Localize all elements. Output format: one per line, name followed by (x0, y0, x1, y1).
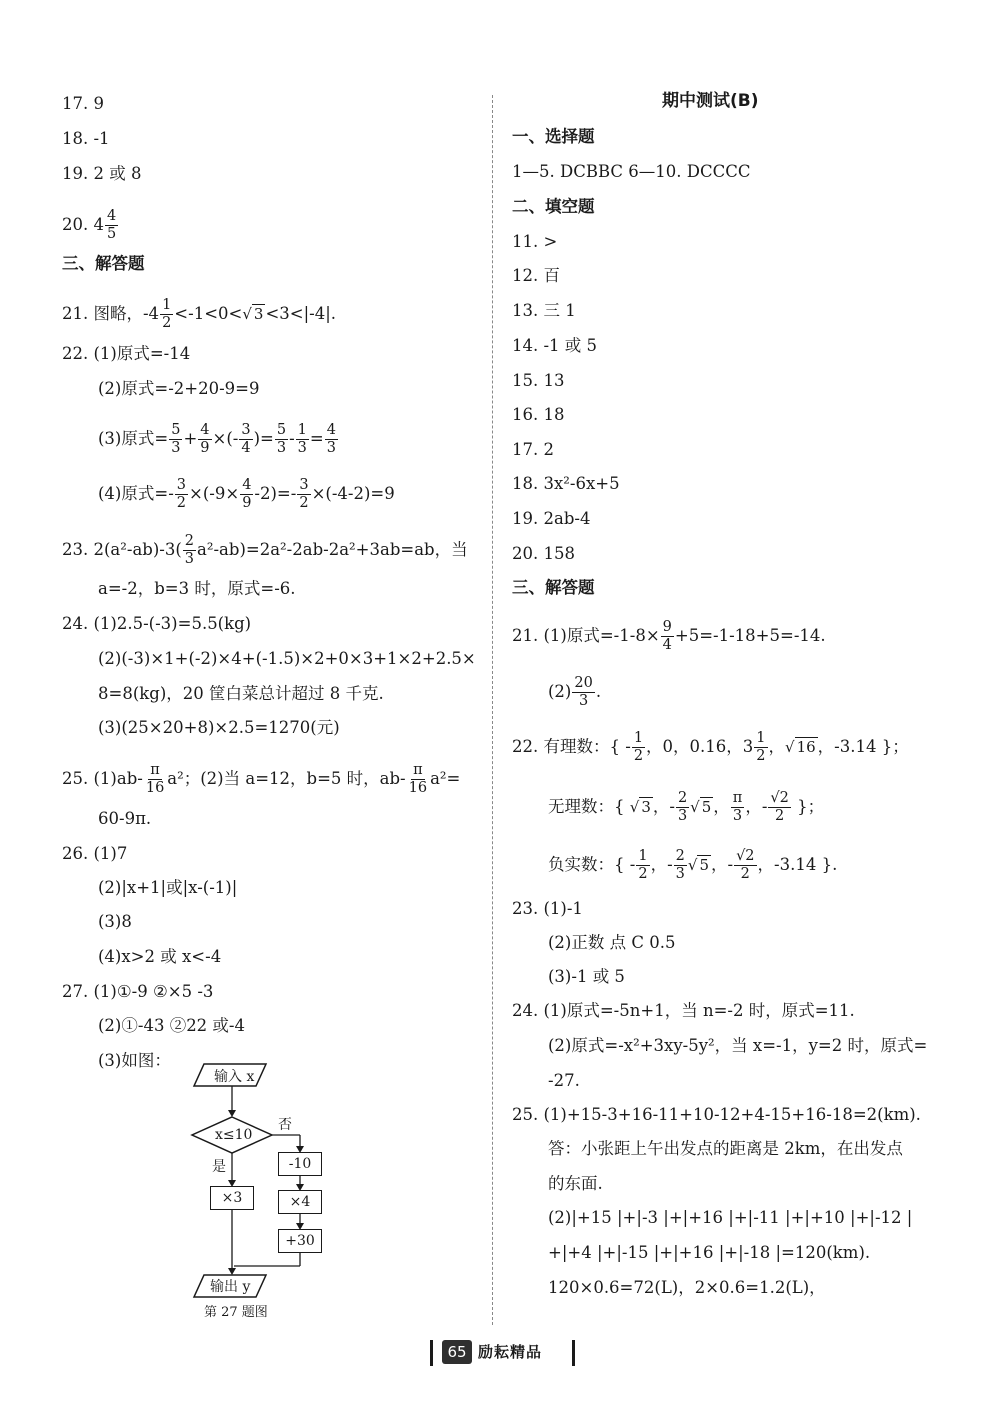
answer-26-3: (3)8 (98, 912, 132, 931)
flow-times-3: ×3 (210, 1186, 254, 1210)
answer-22-3: (3)原式= $\frac{5}{3}$ + $\frac{4}{9}$ ×(- $\frac{3}{4}$ )= $\frac{5}{3}$ - $\frac{1}{3}$ = $\frac{4}{3}$ (98, 422, 336, 456)
flow-plus-30: +30 (278, 1229, 322, 1253)
answer-22-4: (4)原式=- $\frac{3}{2}$ ×(-9× $\frac{4}{9}$ -2)=- $\frac{3}{2}$ ×(-4-2)=9 (98, 477, 395, 511)
answer-r17: 17. 2 (512, 440, 554, 459)
answer-r21-1: 21. (1)原式=-1-8× $\frac{9}{4}$ +5=-1-18+5=-14. (512, 619, 826, 653)
answer-19: 19. 2 或 8 (62, 164, 142, 183)
answer-27-2: (2)①-43 ②22 或-4 (98, 1016, 246, 1035)
answer-r24-3: -27. (548, 1071, 580, 1090)
section-heading-fill: 二、填空题 (512, 197, 595, 216)
answer-r20: 20. 158 (512, 544, 575, 563)
answer-21: 21. 图略，-4 $\frac{1}{2}$ <-1<0<√ 3 <3<|-4|. (62, 297, 337, 331)
answer-r23-3: (3)-1 或 5 (548, 967, 625, 986)
answer-r23-2: (2)正数 点 C 0.5 (548, 933, 676, 952)
flow-times-4: ×4 (278, 1190, 322, 1214)
answer-r16: 16. 18 (512, 405, 565, 424)
answer-27-1: 27. (1)①-9 ②×5 -3 (62, 982, 214, 1001)
answer-17: 17. 9 (62, 94, 104, 113)
answer-18: 18. -1 (62, 129, 110, 148)
answer-r25-6: 120×0.6=72(L)，2×0.6=1.2(L)， (548, 1278, 826, 1297)
flow-yes-label: 是 (212, 1159, 226, 1175)
answer-r12: 12. 百 (512, 266, 560, 285)
answer-r22-rational: 22. 有理数：{ - $\frac{1}{2}$ ，0，0.16，3 $\frac{1}{2}$ ，√ 16 ，-3.14̇ }； (512, 730, 909, 764)
answer-24-4: (3)(25×20+8)×2.5=1270(元) (98, 718, 340, 737)
answer-27-3: (3)如图： (98, 1051, 171, 1070)
answer-26-1: 26. (1)7 (62, 844, 128, 863)
answer-r24-2: (2)原式=-x²+3xy-5y²，当 x=-1，y=2 时，原式= (548, 1036, 928, 1055)
answer-r18: 18. 3x²-6x+5 (512, 474, 620, 493)
section-title-midterm-b: 期中测试(B) (662, 91, 759, 111)
figure-caption: 第 27 题图 (204, 1305, 268, 1320)
answer-r25-3: 的东面. (548, 1174, 603, 1193)
answer-r21-2: (2) $\frac{20}{3}$ . (548, 675, 602, 709)
answer-r22-negative: 负实数：{ - $\frac{1}{2}$ ，- $\frac{2}{3}$ √ 5 ，- $\frac{√2}{2}$ ，-3.14̇ }. (548, 848, 838, 882)
footer-right-bar (572, 1340, 575, 1366)
page-number: 65 (442, 1340, 472, 1364)
flow-minus-10: -10 (278, 1152, 322, 1176)
answer-25: 25. (1)ab- $\frac{\pi}{16}$ a²；(2)当 a=12，b=5 时，ab- $\frac{\pi}{16}$ a²= (62, 762, 461, 796)
flow-input: 输入 x (214, 1069, 255, 1085)
answer-r25-4: (2)|+15 |+|-3 |+|+16 |+|-11 |+|+10 |+|-12 | (548, 1208, 913, 1227)
choice-answers: 1—5. DCBBC 6—10. DCCCC (512, 162, 751, 181)
answer-24-2: (2)(-3)×1+(-2)×4+(-1.5)×2+0×3+1×2+2.5× (98, 649, 476, 668)
answer-r19: 19. 2ab-4 (512, 509, 591, 528)
answer-25-cont: 60-9π. (98, 809, 152, 828)
flow-condition: x≤10 (215, 1127, 253, 1143)
flow-no-label: 否 (278, 1117, 292, 1133)
answer-r25-2: 答：小张距上午出发点的距离是 2km，在出发点 (548, 1139, 903, 1158)
column-divider (492, 95, 493, 1325)
answer-23-cont: a=-2，b=3 时，原式=-6. (98, 579, 296, 598)
answer-r15: 15. 13 (512, 371, 565, 390)
answer-23: 23. 2(a²-ab)-3( $\frac{2}{3}$ a²-ab)=2a²-2ab-2a²+3ab=ab，当 (62, 533, 468, 567)
answer-24-1: 24. (1)2.5-(-3)=5.5(kg) (62, 614, 252, 633)
answer-26-2: (2)|x+1|或|x-(-1)| (98, 878, 238, 897)
footer-brand: 励耘精品 (478, 1343, 543, 1361)
answer-22-2: (2)原式=-2+20-9=9 (98, 379, 260, 398)
answer-24-3: 8=8(kg)，20 筐白菜总计超过 8 千克. (98, 684, 384, 703)
answer-r22-irrational: 无理数：{ √ 3 ，- $\frac{2}{3}$ √ 5 ， $\frac{\pi}{3}$ ，- $\frac{√2}{2}$ }； (548, 790, 825, 824)
answer-22-1: 22. (1)原式=-14 (62, 344, 191, 363)
answer-26-4: (4)x>2 或 x<-4 (98, 947, 222, 966)
footer-left-bar (430, 1340, 433, 1366)
answer-r13: 13. 三 1 (512, 301, 576, 320)
answer-r24-1: 24. (1)原式=-5n+1，当 n=-2 时，原式=11. (512, 1001, 855, 1020)
section-heading-choice: 一、选择题 (512, 127, 595, 146)
section-heading-solutions-b: 三、解答题 (512, 578, 595, 597)
flowchart-figure (190, 1062, 320, 1327)
answer-20: 20. 4 $\frac{4}{5}$ (62, 208, 117, 242)
flowchart-lines (190, 1062, 320, 1307)
answer-r23-1: 23. (1)-1 (512, 899, 583, 918)
section-heading-solutions: 三、解答题 (62, 254, 145, 273)
answer-r11: 11. > (512, 232, 558, 251)
answer-r14: 14. -1 或 5 (512, 336, 598, 355)
answer-r25-1: 25. (1)+15-3+16-11+10-12+4-15+16-18=2(km). (512, 1105, 921, 1124)
answer-r25-5: +|+4 |+|-15 |+|+16 |+|-18 |=120(km). (548, 1243, 871, 1262)
flow-output: 输出 y (210, 1279, 251, 1295)
